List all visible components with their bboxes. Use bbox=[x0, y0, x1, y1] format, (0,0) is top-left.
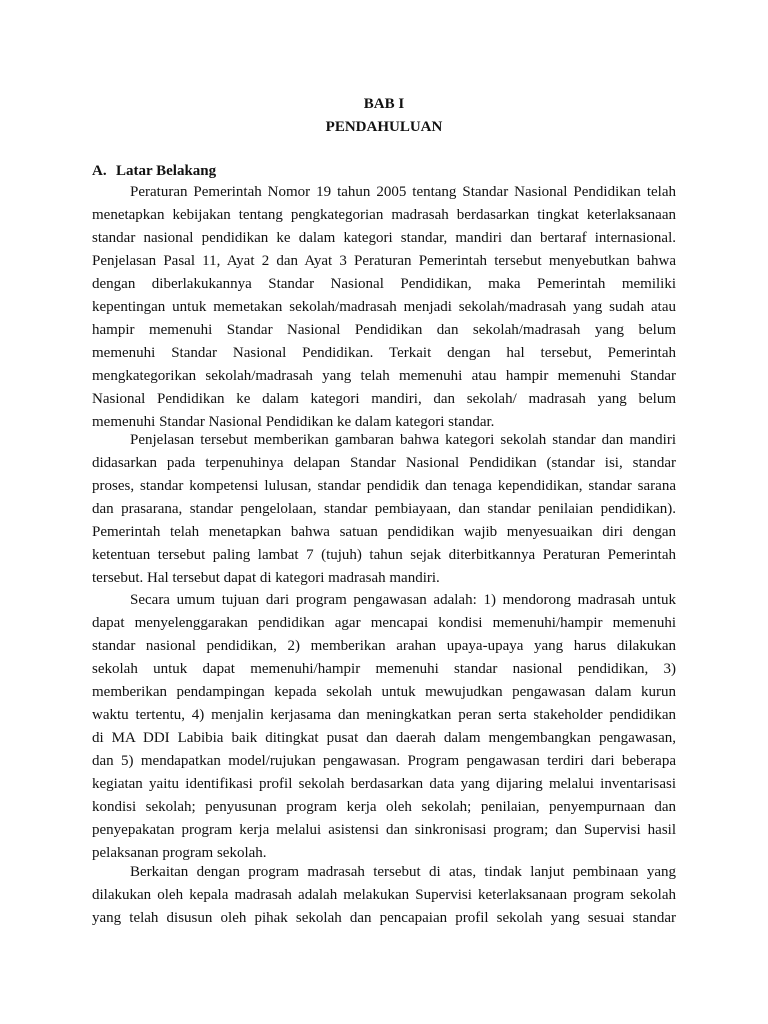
paragraph-line: dan prasarana, standar pengelolaan, standar pembiayaan, dan standar penilaian pendidikan). bbox=[92, 501, 676, 517]
paragraph-line: penyepakatan program kerja melalui asistensi dan sinkronisasi program; dan Supervisi hasil bbox=[92, 822, 676, 838]
section-title: Latar Belakang bbox=[116, 163, 217, 179]
paragraph-line: Nasional Pendidikan ke dalam kategori mandiri, dan sekolah/ madrasah yang belum bbox=[92, 391, 676, 407]
chapter-title: PENDAHULUAN bbox=[325, 119, 443, 135]
paragraph-line: kepentingan untuk memetakan sekolah/madrasah menjadi sekolah/madrasah yang sudah atau bbox=[92, 299, 676, 315]
paragraph-line: menetapkan kebijakan tentang pengkategorian madrasah berdasarkan tingkat keterlaksanaan bbox=[92, 207, 676, 223]
paragraph-line: dapat menyelenggarakan pendidikan agar mencapai kondisi memenuhi/hampir memenuhi bbox=[92, 615, 676, 631]
paragraph-line: mengkategorikan sekolah/madrasah yang telah memenuhi atau hampir memenuhi Standar bbox=[92, 368, 676, 384]
paragraph-line: pelaksanan program sekolah. bbox=[92, 845, 267, 861]
paragraph-line: Peraturan Pemerintah Nomor 19 tahun 2005 tentang Standar Nasional Pendidikan telah bbox=[130, 184, 676, 200]
paragraph-line: sekolah untuk dapat memenuhi/hampir memenuhi standar nasional pendidikan, 3) bbox=[92, 661, 676, 677]
paragraph-line: yang telah disusun oleh pihak sekolah dan pencapaian profil sekolah yang sesuai standar bbox=[92, 910, 676, 926]
paragraph-line: standar nasional pendidikan, 2) memberikan arahan upaya-upaya yang harus dilakukan bbox=[92, 638, 676, 654]
paragraph-line: ketentuan tersebut paling lambat 7 (tujuh) tahun sejak diterbitkannya Peraturan Pemerintah bbox=[92, 547, 676, 563]
paragraph-line: didasarkan pada terpenuhinya delapan Standar Nasional Pendidikan (standar isi, standar bbox=[92, 455, 676, 471]
paragraph-line: Penjelasan tersebut memberikan gambaran bahwa kategori sekolah standar dan mandiri bbox=[130, 432, 676, 448]
paragraph-3 bbox=[92, 589, 676, 865]
paragraph-line: proses, standar kompetensi lulusan, standar pendidik dan tenaga kependidikan, standar sarana bbox=[92, 478, 676, 494]
paragraph-line: kondisi sekolah; penyusunan program kerja oleh sekolah; penilaian, penyempurnaan dan bbox=[92, 799, 676, 815]
paragraph-line: memenuhi Standar Nasional Pendidikan. Terkait dengan hal tersebut, Pemerintah bbox=[92, 345, 676, 361]
paragraph-line: memenuhi Standar Nasional Pendidikan ke dalam kategori standar. bbox=[92, 414, 495, 430]
paragraph-line: hampir memenuhi Standar Nasional Pendidikan dan sekolah/madrasah yang belum bbox=[92, 322, 676, 338]
paragraph-line: Berkaitan dengan program madrasah tersebut di atas, tindak lanjut pembinaan yang bbox=[130, 864, 676, 880]
paragraph-line: Pemerintah telah menetapkan bahwa satuan pendidikan wajib menyesuaikan diri dengan bbox=[92, 524, 676, 540]
paragraph-line: kegiatan yaitu identifikasi profil sekolah berdasarkan data yang dijaring melalui inventarisasi bbox=[92, 776, 676, 792]
chapter-number: BAB I bbox=[363, 96, 405, 112]
section-letter: A. bbox=[92, 163, 107, 179]
paragraph-line: Penjelasan Pasal 11, Ayat 2 dan Ayat 3 Peraturan Pemerintah tersebut menyebutkan bahwa bbox=[92, 253, 676, 269]
paragraph-line: dilakukan oleh kepala madrasah adalah melakukan Supervisi keterlaksanaan program sekolah bbox=[92, 887, 676, 903]
paragraph-line: di MA DDI Labibia baik ditingkat pusat dan daerah dalam mengembangkan pengawasan, bbox=[92, 730, 676, 746]
paragraph-line: Secara umum tujuan dari program pengawasan adalah: 1) mendorong madrasah untuk bbox=[130, 592, 676, 608]
section-heading bbox=[92, 161, 216, 181]
paragraph-4 bbox=[92, 861, 676, 930]
paragraph-line: dengan diberlakukannya Standar Nasional Pendidikan, maka Pemerintah memiliki bbox=[92, 276, 676, 292]
paragraph-line: standar nasional pendidikan ke dalam kategori standar, mandiri dan bertaraf internasional. bbox=[92, 230, 676, 246]
paragraph-line: memberikan pendampingan kepada sekolah untuk mewujudkan pengawasan dalam kurun bbox=[92, 684, 676, 700]
paragraph-line: waktu tertentu, 4) menjalin kerjasama dan meningkatkan peran serta stakeholder pendidikan bbox=[92, 707, 676, 723]
paragraph-line: dan 5) mendapatkan model/rujukan pengawasan. Program pengawasan terdiri dari beberapa bbox=[92, 753, 676, 769]
paragraph-line: tersebut. Hal tersebut dapat di kategori madrasah mandiri. bbox=[92, 570, 440, 586]
paragraph-1 bbox=[92, 181, 676, 434]
paragraph-2 bbox=[92, 429, 676, 590]
